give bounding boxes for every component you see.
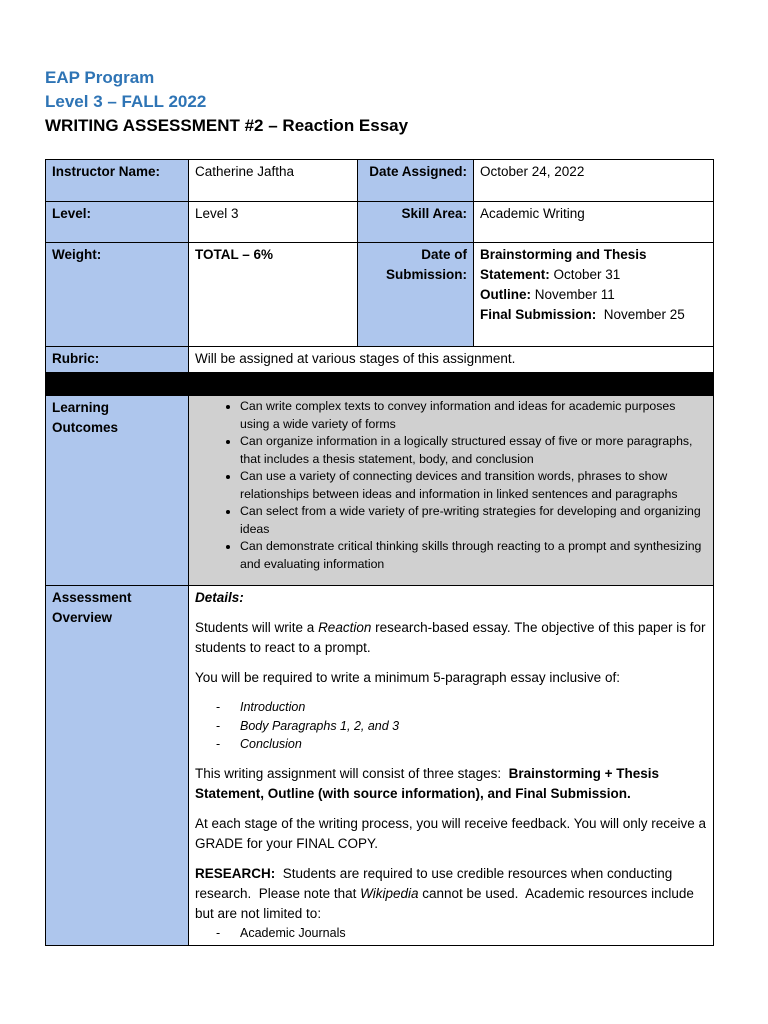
skill-area-label: Skill Area:	[358, 202, 474, 243]
outcomes-label: Learning Outcomes	[46, 396, 189, 586]
outline-label: Outline:	[480, 287, 531, 302]
document-header	[45, 66, 725, 138]
weight-label: Weight:	[46, 243, 189, 347]
instructor-label: Instructor Name:	[46, 160, 189, 202]
essay-part: - Introduction	[195, 698, 707, 717]
row-instructor	[46, 160, 714, 202]
divider-row	[46, 373, 714, 396]
level-value: Level 3	[189, 202, 358, 243]
submission-dates: Brainstorming and Thesis Statement: October 31 Outline: November 11 Final Submission: November 25	[474, 243, 714, 347]
weight-value: TOTAL – 6%	[189, 243, 358, 347]
overview-paragraph-1: Students will write a Reaction research-based essay. The objective of this paper is for students to react to a prompt.	[195, 620, 706, 655]
row-level	[46, 202, 714, 243]
overview-paragraph-3: This writing assignment will consist of three stages: Brainstorming + Thesis Statement, Outline (with source information), and Final Submission.	[195, 765, 660, 801]
details-heading: Details:	[195, 590, 244, 605]
skill-area-value: Academic Writing	[474, 202, 714, 243]
rubric-value: Will be assigned at various stages of this assignment.	[189, 347, 714, 373]
level-term: Level 3 – FALL 2022	[45, 92, 207, 111]
rubric-label: Rubric:	[46, 347, 189, 373]
instructor-value: Catherine Jaftha	[189, 160, 358, 202]
outcome-item: • Can demonstrate critical thinking skills through reacting to a prompt and synthesizing and evaluating information	[240, 538, 707, 573]
row-learning-outcomes	[46, 396, 714, 586]
level-label: Level:	[46, 202, 189, 243]
resource-item: - Academic Journals	[195, 924, 707, 942]
outcomes-list-cell	[189, 396, 714, 586]
date-assigned-value: October 24, 2022	[474, 160, 714, 202]
final-date: November 25	[596, 307, 685, 322]
assessment-table	[45, 159, 714, 946]
submission-label: Date of Submission:	[358, 243, 474, 347]
essay-parts-list	[195, 698, 707, 754]
program-name: EAP Program	[45, 68, 155, 87]
assessment-title: WRITING ASSESSMENT #2 – Reaction Essay	[45, 116, 409, 135]
outcome-item: • Can write complex texts to convey information and ideas for academic purposes using a wide variety of forms	[240, 398, 707, 433]
row-rubric	[46, 347, 714, 373]
overview-paragraph-2: You will be required to write a minimum 5-paragraph essay inclusive of:	[195, 670, 620, 685]
date-assigned-label: Date Assigned:	[358, 160, 474, 202]
overview-label: Assessment Overview	[46, 586, 189, 946]
outcomes-list	[195, 398, 707, 573]
overview-paragraph-4: At each stage of the writing process, you will receive feedback. You will only receive a GRADE for your FINAL COPY.	[195, 815, 707, 851]
row-assessment-overview	[46, 586, 714, 946]
outline-date: November 11	[531, 287, 615, 302]
overview-content	[189, 586, 714, 946]
outcome-item: • Can use a variety of connecting devices and transition words, phrases to show relationships between ideas and information in linked sentences and paragraphs	[240, 468, 707, 503]
outcome-item: • Can organize information in a logically structured essay of five or more paragraphs, that includes a thesis statement, body, and conclusion	[240, 433, 707, 468]
research-paragraph: RESEARCH: Students are required to use credible resources when conducting research. Please note that Wikipedia cannot be used. Academic resources include but are not limited to:	[195, 865, 698, 921]
essay-part: - Body Paragraphs 1, 2, and 3	[195, 717, 707, 736]
thesis-date: October 31	[549, 267, 621, 282]
brainstorm-label: Brainstorming and Thesis	[480, 247, 647, 262]
row-weight	[46, 243, 714, 347]
final-label: Final Submission:	[480, 307, 597, 322]
outcome-item: • Can select from a wide variety of pre-writing strategies for developing and organizing ideas	[240, 503, 707, 538]
resources-list	[195, 924, 707, 942]
essay-part: - Conclusion	[195, 735, 707, 754]
